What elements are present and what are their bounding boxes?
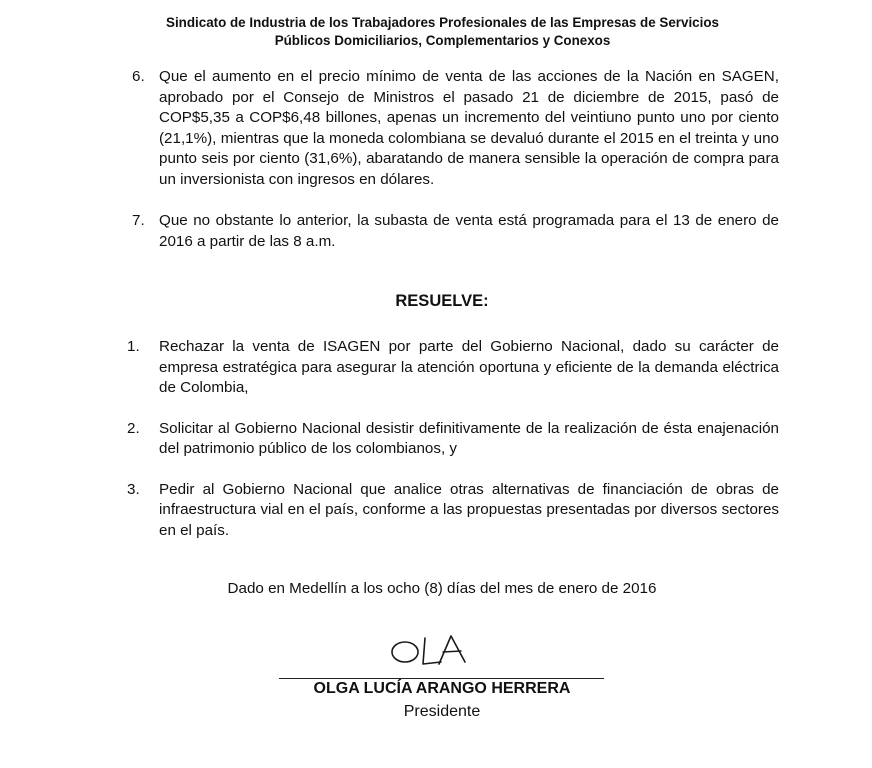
signer-role: Presidente <box>403 703 481 720</box>
document-header <box>0 14 872 50</box>
item-number: 7. <box>132 212 145 229</box>
resuelve-title: RESUELVE: <box>395 292 489 310</box>
header-line-1: Sindicato de Industria de los Trabajadores Profesionales de las Empresas de Servicios <box>166 15 719 30</box>
considerandos-list <box>127 67 779 252</box>
item-number: 1. <box>127 338 140 355</box>
considerando-item <box>127 67 779 190</box>
resuelve-item <box>127 337 779 399</box>
item-text: Que el aumento en el precio mínimo de venta de las acciones de la Nación en SAGEN, aprobado por el Consejo de Ministros el pasado 21 de diciembre de 2015, pasó de COP$5,35 a COP$6,48 billones, apenas un incremento del veintiuno punto uno por ciento (21,1%), mientras que la moneda colombiana se devaluó durante el 2015 en el treinta y uno punto seis por ciento (31,6%), abaratando de manera sensible la operación de compra para un inversionista con ingresos en dólares. <box>159 68 779 188</box>
item-number: 2. <box>127 419 140 437</box>
item-number: 6. <box>132 68 145 85</box>
item-text: Pedir al Gobierno Nacional que analice otras alternativas de financiación de obras de infraestructura vial en el país, conforme a las propuestas presentadas por diversos sectores en el país. <box>159 480 779 539</box>
item-text: Que no obstante lo anterior, la subasta de venta está programada para el 13 de enero de 2016 a partir de las 8 a.m. <box>159 212 779 250</box>
handwritten-signature <box>385 624 475 674</box>
signature-line <box>279 678 604 679</box>
closing-statement: Dado en Medellín a los ocho (8) días del mes de enero de 2016 <box>227 580 657 597</box>
header-line-2: Públicos Domiciliarios, Complementarios y Conexos <box>274 33 611 48</box>
resuelve-item <box>127 419 779 460</box>
item-number: 3. <box>127 480 140 498</box>
item-text: Solicitar al Gobierno Nacional desistir definitivamente de la realización de ésta enajenación del patrimonio público de los colombianos, y <box>159 419 779 457</box>
resuelve-item <box>127 480 779 542</box>
signer-name: OLGA LUCÍA ARANGO HERRERA <box>313 680 571 697</box>
resuelve-list <box>127 337 779 561</box>
considerando-item <box>127 211 779 252</box>
item-text: Rechazar la venta de ISAGEN por parte del Gobierno Nacional, dado su carácter de empresa estratégica para asegurar la atención oportuna y eficiente de la demanda eléctrica de Colombia, <box>159 338 779 396</box>
